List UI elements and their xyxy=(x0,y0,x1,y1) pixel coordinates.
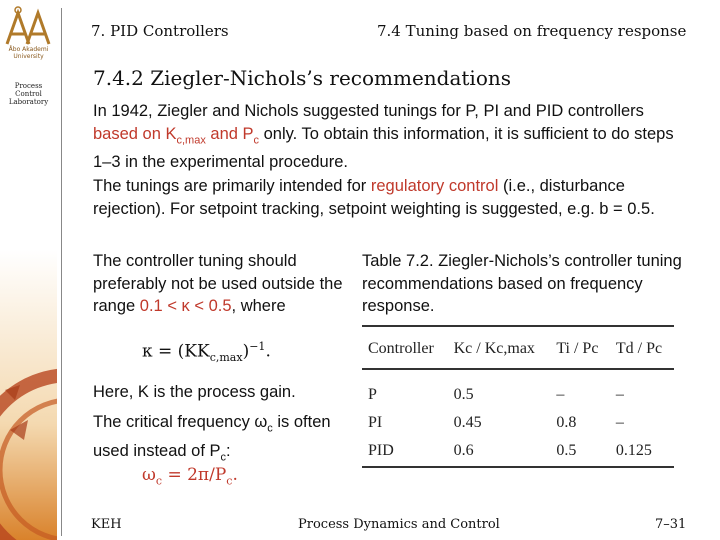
table-cell: – xyxy=(556,386,565,403)
decorative-seal-background xyxy=(0,0,57,540)
table-caption: Table 7.2. Ziegler-Nichols’s controller tuning recommendations based on frequency response. xyxy=(362,252,682,315)
table-cell: PI xyxy=(368,414,383,431)
table-row xyxy=(362,369,674,409)
table-cell: 0.5 xyxy=(550,437,610,467)
text: The controller tuning should preferably not be used outside the range xyxy=(93,252,343,315)
text: is often used instead of P xyxy=(93,413,331,460)
paragraph-intro xyxy=(93,100,693,174)
footer-course: Process Dynamics and Control xyxy=(298,517,500,532)
text: : xyxy=(226,441,231,460)
formula-kappa xyxy=(142,340,271,364)
table-cell: 0.5 xyxy=(453,386,474,403)
text: ) xyxy=(242,341,250,362)
footer-author: KEH xyxy=(91,517,122,532)
paragraph-frequency xyxy=(93,411,343,469)
subscript: c xyxy=(267,422,273,435)
superscript: −1 xyxy=(249,340,266,353)
sidebar xyxy=(0,0,57,540)
table-cell: 0.6 xyxy=(448,437,551,467)
text: The tunings are primarily intended for xyxy=(93,177,371,195)
formula-omega xyxy=(142,465,238,487)
table-cell: 0.8 xyxy=(556,414,577,431)
footer-page-number: 7–31 xyxy=(655,517,687,532)
slide-title: 7.4.2 Ziegler-Nichols’s recommendations xyxy=(93,66,512,90)
paragraph-purpose xyxy=(93,175,693,220)
column-header: Controller xyxy=(362,326,448,369)
paragraph-range xyxy=(93,250,343,318)
text: (i.e., disturbance rejection). For setpoint tracking, setpoint weighting is suggested, e.g. b = 0.5. xyxy=(93,177,655,218)
text: The critical frequency ω xyxy=(93,413,268,431)
table-cell: – xyxy=(615,414,624,431)
text: P xyxy=(242,124,254,143)
text: κ = (KK xyxy=(142,341,210,362)
text: . xyxy=(232,465,238,485)
subscript: c xyxy=(226,474,233,488)
subscript: c xyxy=(220,451,227,464)
lab-line: Control xyxy=(15,90,42,98)
lab-line: Process xyxy=(14,82,43,90)
text: and xyxy=(205,124,243,143)
text: , where xyxy=(231,297,286,315)
highlight-text: regulatory control xyxy=(370,177,499,195)
highlight-text xyxy=(93,124,260,146)
column-header: Kc / Kc,max xyxy=(448,326,551,369)
university-name: Åbo Akademi University xyxy=(8,46,49,60)
divider-line xyxy=(61,8,62,536)
table-cell: 0.125 xyxy=(610,437,674,467)
text: = 2π/P xyxy=(162,465,227,485)
lab-line: Laboratory xyxy=(8,98,49,106)
table-row xyxy=(362,409,674,437)
table-cell: P xyxy=(368,386,377,403)
text: based on K xyxy=(93,124,177,143)
lab-name xyxy=(0,82,57,106)
header-chapter: 7. PID Controllers xyxy=(91,22,229,40)
header-section: 7.4 Tuning based on frequency response xyxy=(377,22,687,40)
university-logo xyxy=(4,4,52,46)
table-cell: 0.45 xyxy=(453,414,482,431)
tuning-table xyxy=(362,325,674,468)
table-cell: PID xyxy=(362,437,448,467)
text: . xyxy=(265,341,271,362)
table-row xyxy=(362,437,674,467)
highlight-text: 0.1 < κ < 0.5 xyxy=(139,297,232,315)
subscript: c xyxy=(155,474,163,488)
subscript: c xyxy=(253,133,260,146)
table-header-row xyxy=(362,326,674,369)
paragraph-gain: Here, K is the process gain. xyxy=(93,383,296,401)
subscript: c,max xyxy=(176,133,206,146)
text: only. To obtain this information, it is sufficient to do steps 1–3 in the experimental procedure. xyxy=(93,124,674,172)
subscript: c,max xyxy=(209,351,243,365)
text: In 1942, Ziegler and Nichols suggested tunings for P, PI and PID controllers xyxy=(93,102,644,120)
column-header: Td / Pc xyxy=(610,326,674,369)
column-header: Ti / Pc xyxy=(550,326,610,369)
text: ω xyxy=(142,465,156,485)
table-cell: – xyxy=(615,386,624,403)
